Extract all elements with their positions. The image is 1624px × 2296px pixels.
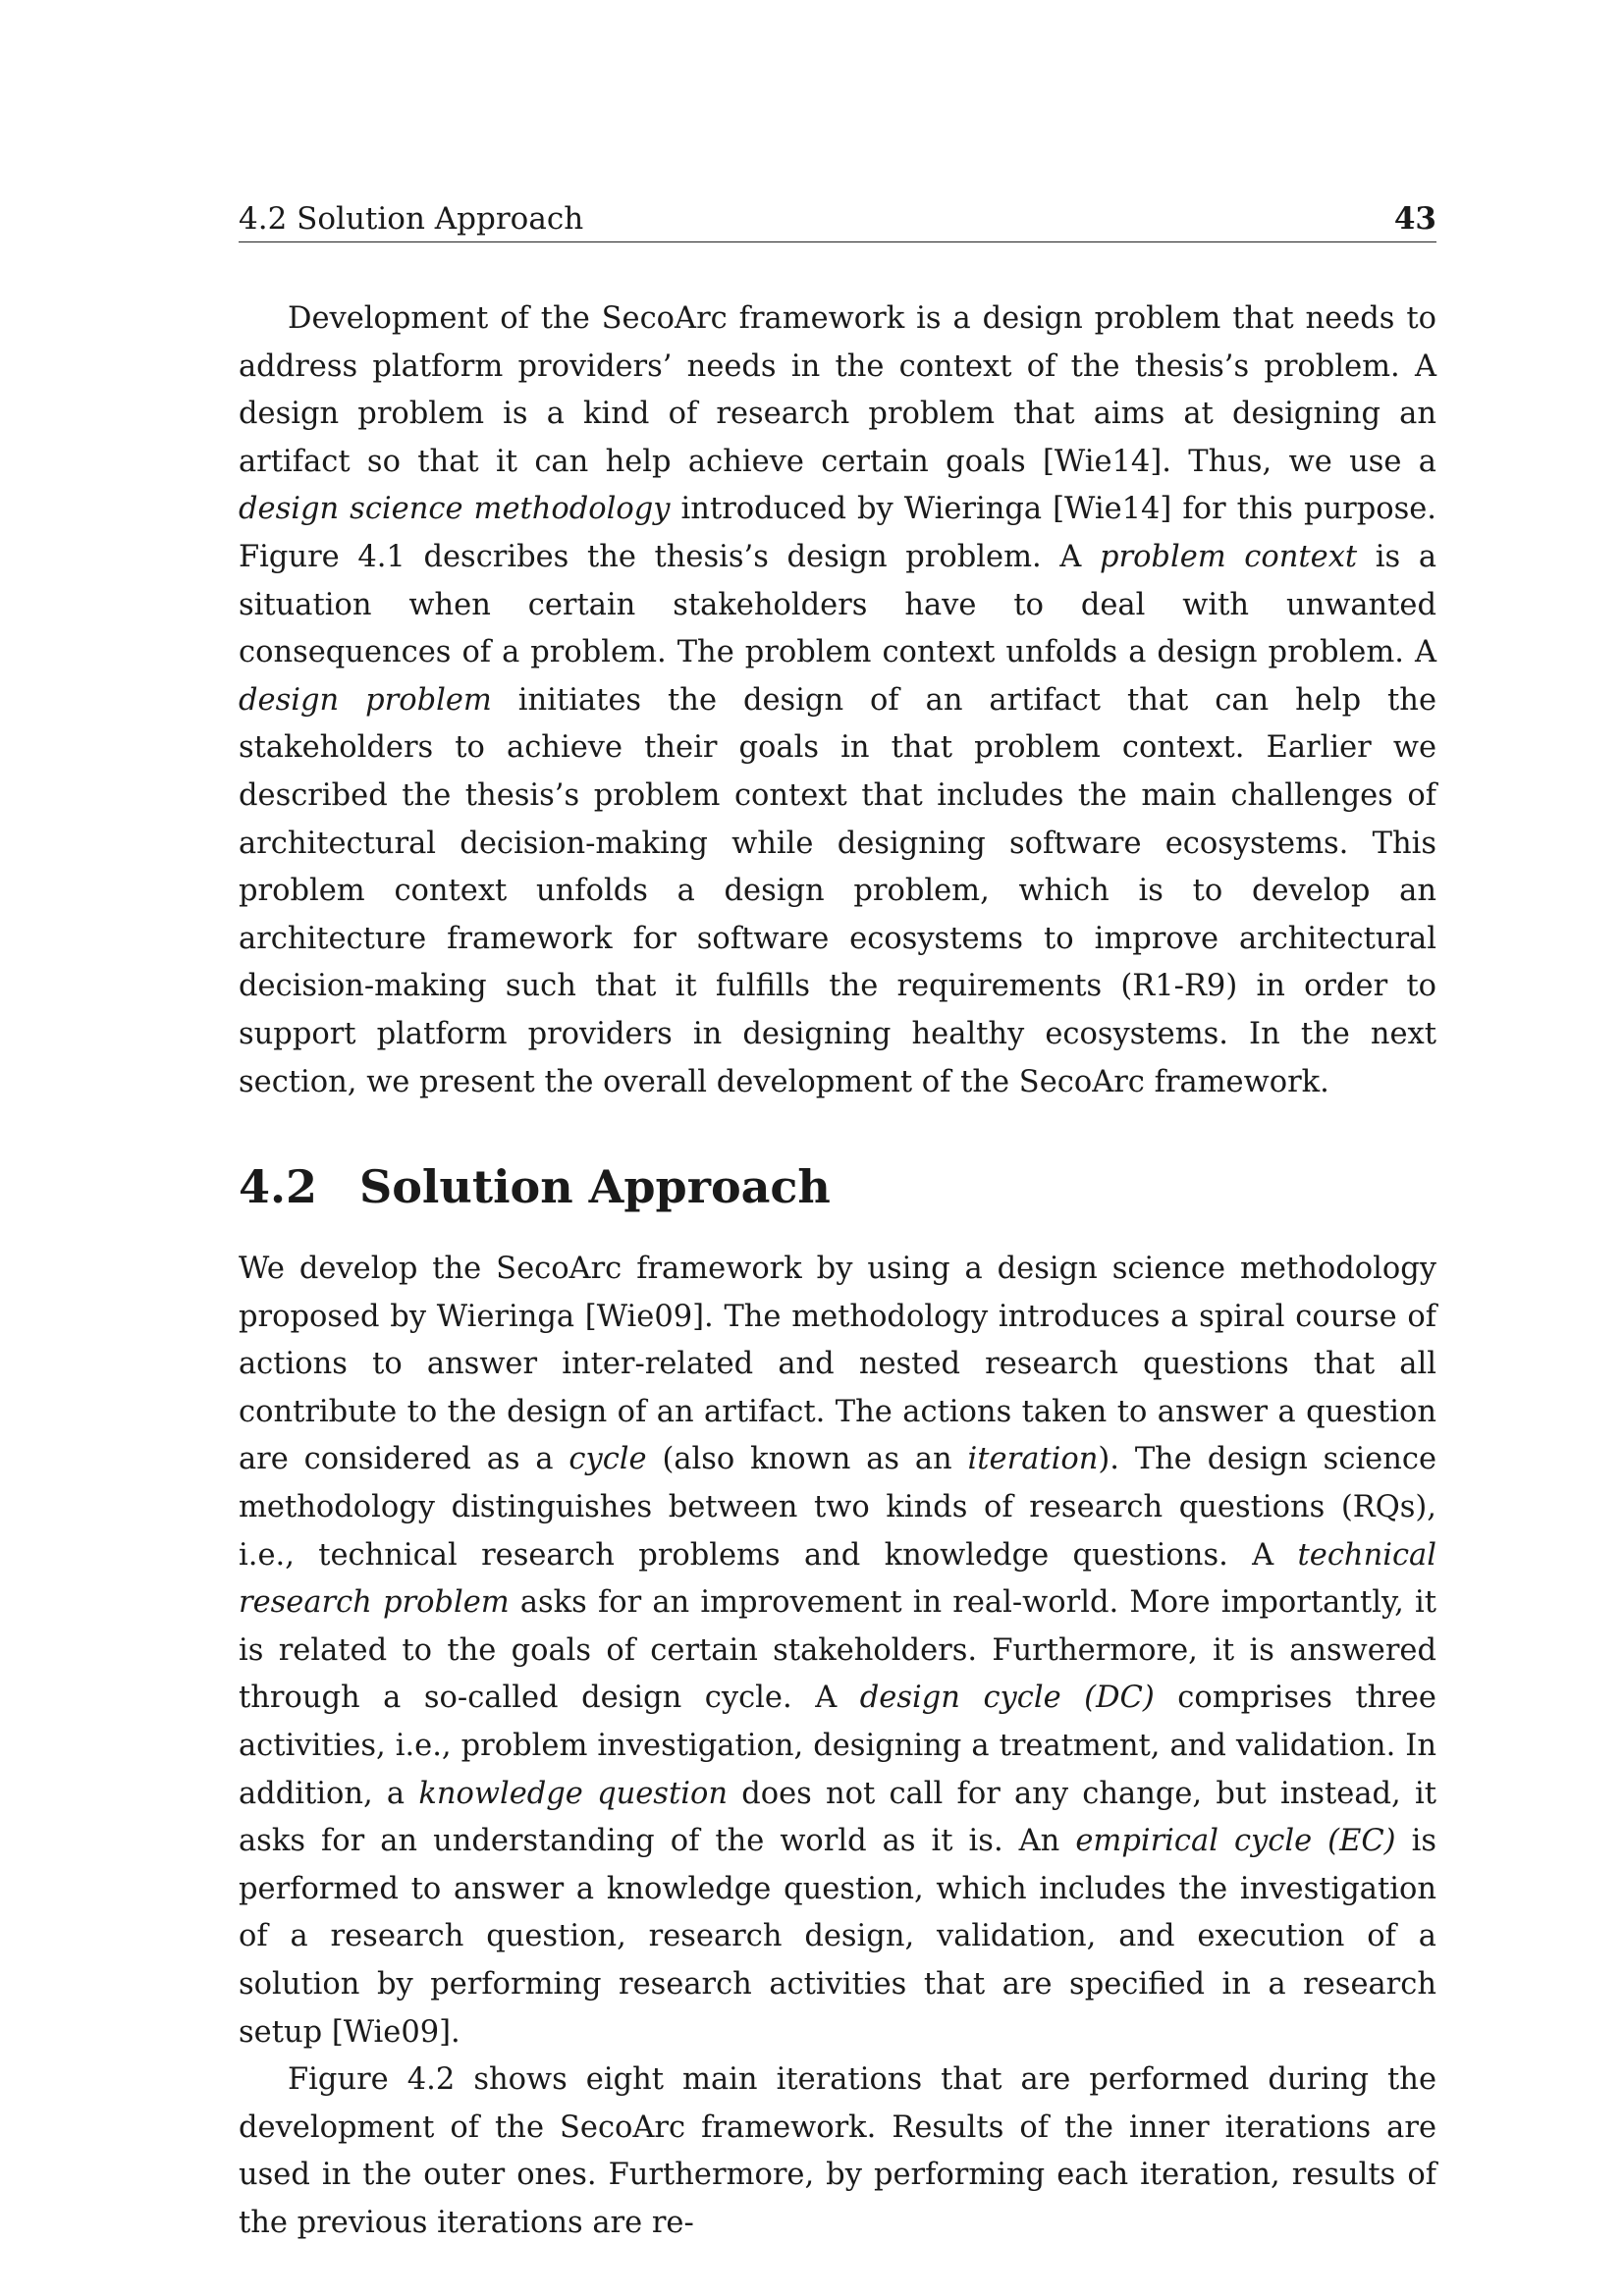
term-cycle: cycle — [568, 1442, 647, 1477]
term-knowledge-question: knowledge question — [418, 1776, 728, 1811]
section-title: Solution Approach — [359, 1160, 831, 1214]
term-design-cycle: design cycle (DC) — [859, 1681, 1155, 1716]
section-heading — [239, 1157, 1436, 1236]
paragraph-iterations: Figure 4.2 shows eight main iterations that are performed during the development of the SecoArc framework. Results of the inner iterations are used in the outer ones. Furthermore, by performing each iteration, results of the previous iterations are re- — [239, 2062, 1436, 2240]
term-technical-research-problem: technical research problem — [239, 1537, 1436, 1621]
page — [239, 196, 1436, 2248]
paragraph-methodology: We develop the SecoArc framework by using a design science methodology proposed by Wieringa [Wie09]. The methodology introduces a spiral course of actions to answer inter-related and nested research questions that all contribute to the design of an artifact. The actions taken to answer a question are considered as a cycle (also known as an iteration). The design science methodology distinguishes between two kinds of research questions (RQs), i.e., technical research problems and knowledge questions. A technical research problem asks for an improvement in real-world. More importantly, it is related to the goals of certain stakeholders. Furthermore, it is answered through a so-called design cycle. A design cycle (DC) comprises three activities, i.e., problem investigation, designing a treatment, and validation. In addition, a knowledge question does not call for any change, but instead, it asks for an understanding of the world as it is. An empirical cycle (EC) is performed to answer a knowledge question, which includes the investigation of a research question, research design, validation, and execution of a solution by performing research activities that are specified in a research setup [Wie09]. — [239, 1252, 1436, 2050]
running-header — [239, 196, 1436, 242]
term-iteration: iteration — [967, 1442, 1099, 1477]
paragraph-design-problem: Development of the SecoArc framework is a design problem that needs to address platform providers’ needs in the context of the thesis’s problem. A design problem is a kind of research problem that aims at designing an artifact so that it can help achieve certain goals [Wie14]. Thus, we use a design science methodology introduced by Wieringa [Wie14] for this purpose. Figure 4.1 describes the thesis’s design problem. A problem context is a situation when certain stakeholders have to deal with unwanted consequences of a problem. The problem context unfolds a design problem. A design problem initiates the design of an artifact that can help the stakeholders to achieve their goals in that problem context. Earlier we described the thesis’s problem context that includes the main challenges of architectural decision-making while designing software ecosystems. This problem context unfolds a design problem, which is to develop an architecture framework for software ecosystems to improve architectural decision-making such that it fulfills the requirements (R1-R9) in order to support platform providers in designing healthy ecosystems. In the next section, we present the overall development of the SecoArc framework. — [239, 301, 1437, 1099]
term-empirical-cycle: empirical cycle (EC) — [1075, 1824, 1396, 1859]
page-number: 43 — [1393, 201, 1436, 237]
running-header-section: 4.2 Solution Approach — [239, 201, 584, 237]
section-number: 4.2 — [239, 1160, 318, 1214]
term-design-science-methodology: design science methodology — [239, 492, 671, 527]
term-design-problem: design problem — [239, 682, 492, 718]
term-problem-context: problem context — [1099, 539, 1358, 574]
